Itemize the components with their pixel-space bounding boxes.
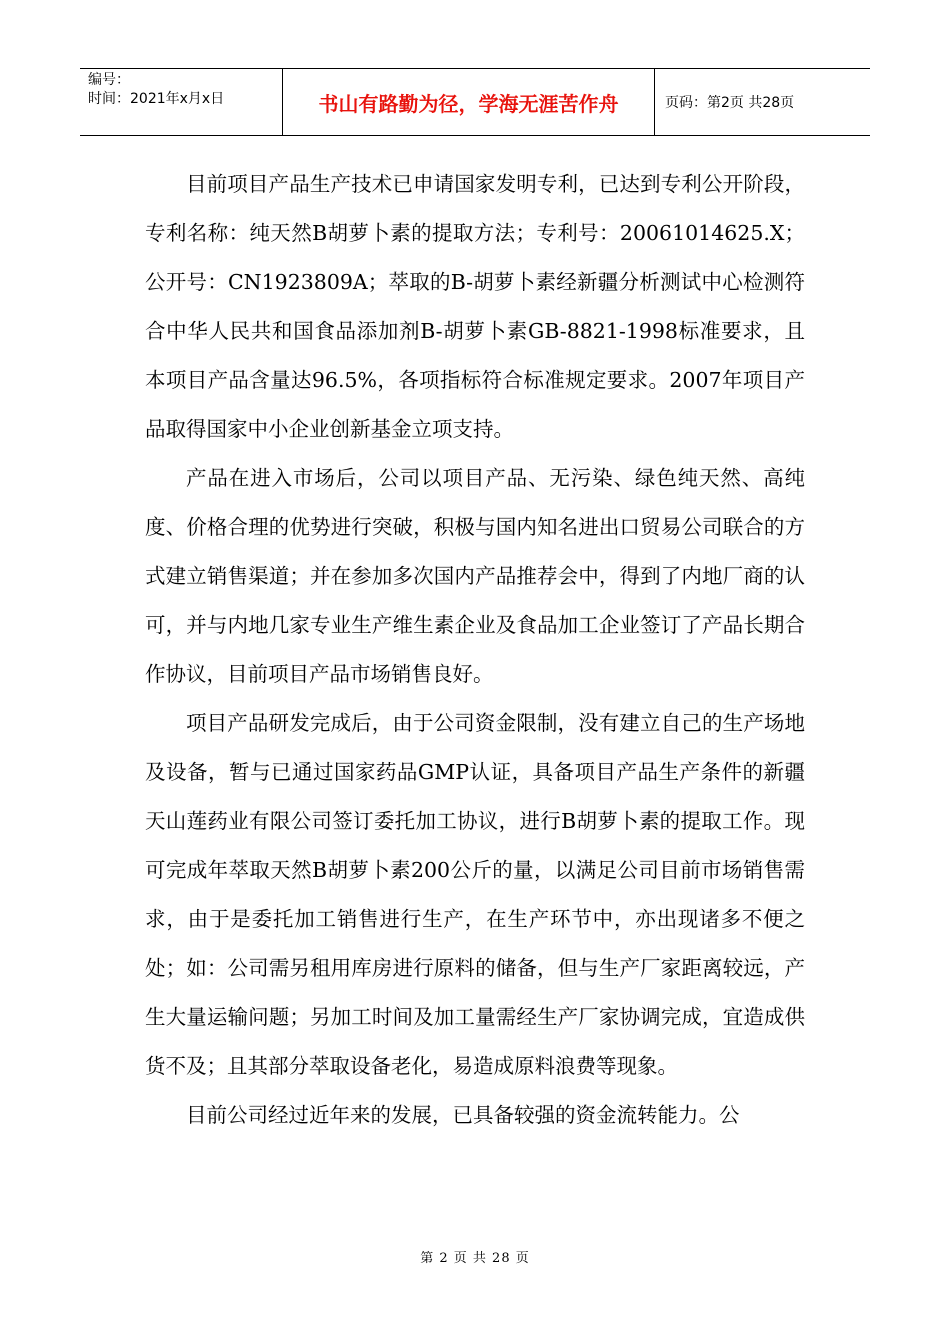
header-page-info: 页码：第2页 共28页 (665, 95, 795, 111)
header-meta (80, 69, 282, 135)
paragraph-development: 目前公司经过近年来的发展，已具备较强的资金流转能力。公 (186, 1103, 740, 1127)
header-motto: 书山有路勤为径，学海无涯苦作舟 (282, 69, 655, 135)
document-time-label: 时间：2021年x月x日 (88, 91, 225, 107)
document-body (145, 160, 805, 1140)
page-footer: 第 2 页 共 28 页 (420, 1251, 530, 1266)
paragraph-production: 项目产品研发完成后，由于公司资金限制，没有建立自己的生产场地及设备，暂与已通过国家药品GMP认证，具备项目产品生产条件的新疆天山莲药业有限公司签订委托加工协议，进行B胡萝卜素的提取工作。现可完成年萃取天然B胡萝卜素200公斤的量，以满足公司目前市场销售需求，由于是委托加工销售进行生产，在生产环节中，亦出现诸多不便之处；如：公司需另租用库房进行原料的储备，但与生产厂家距离较远，产生大量运输问题；另加工时间及加工量需经生产厂家协调完成，宜造成供货不及；且其部分萃取设备老化，易造成原料浪费等现象。 (145, 711, 805, 1078)
paragraph-market: 产品在进入市场后，公司以项目产品、无污染、绿色纯天然、高纯度、价格合理的优势进行突破，积极与国内知名进出口贸易公司联合的方式建立销售渠道；并在参加多次国内产品推荐会中，得到了内地厂商的认可，并与内地几家专业生产维生素企业及食品加工企业签订了产品长期合作协议，目前项目产品市场销售良好。 (145, 466, 805, 686)
page-header (80, 68, 870, 136)
document-number-label: 编号： (88, 72, 130, 88)
paragraph-patent: 目前项目产品生产技术已申请国家发明专利，已达到专利公开阶段，专利名称：纯天然B胡萝卜素的提取方法；专利号：20061014625.X；公开号：CN1923809A；萃取的B-胡萝卜素经新疆分析测试中心检测符合中华人民共和国食品添加剂B-胡萝卜素GB-8821-1998标准要求，且本项目产品含量达96.5%，各项指标符合标准规定要求。2007年项目产品取得国家中小企业创新基金立项支持。 (145, 172, 805, 441)
